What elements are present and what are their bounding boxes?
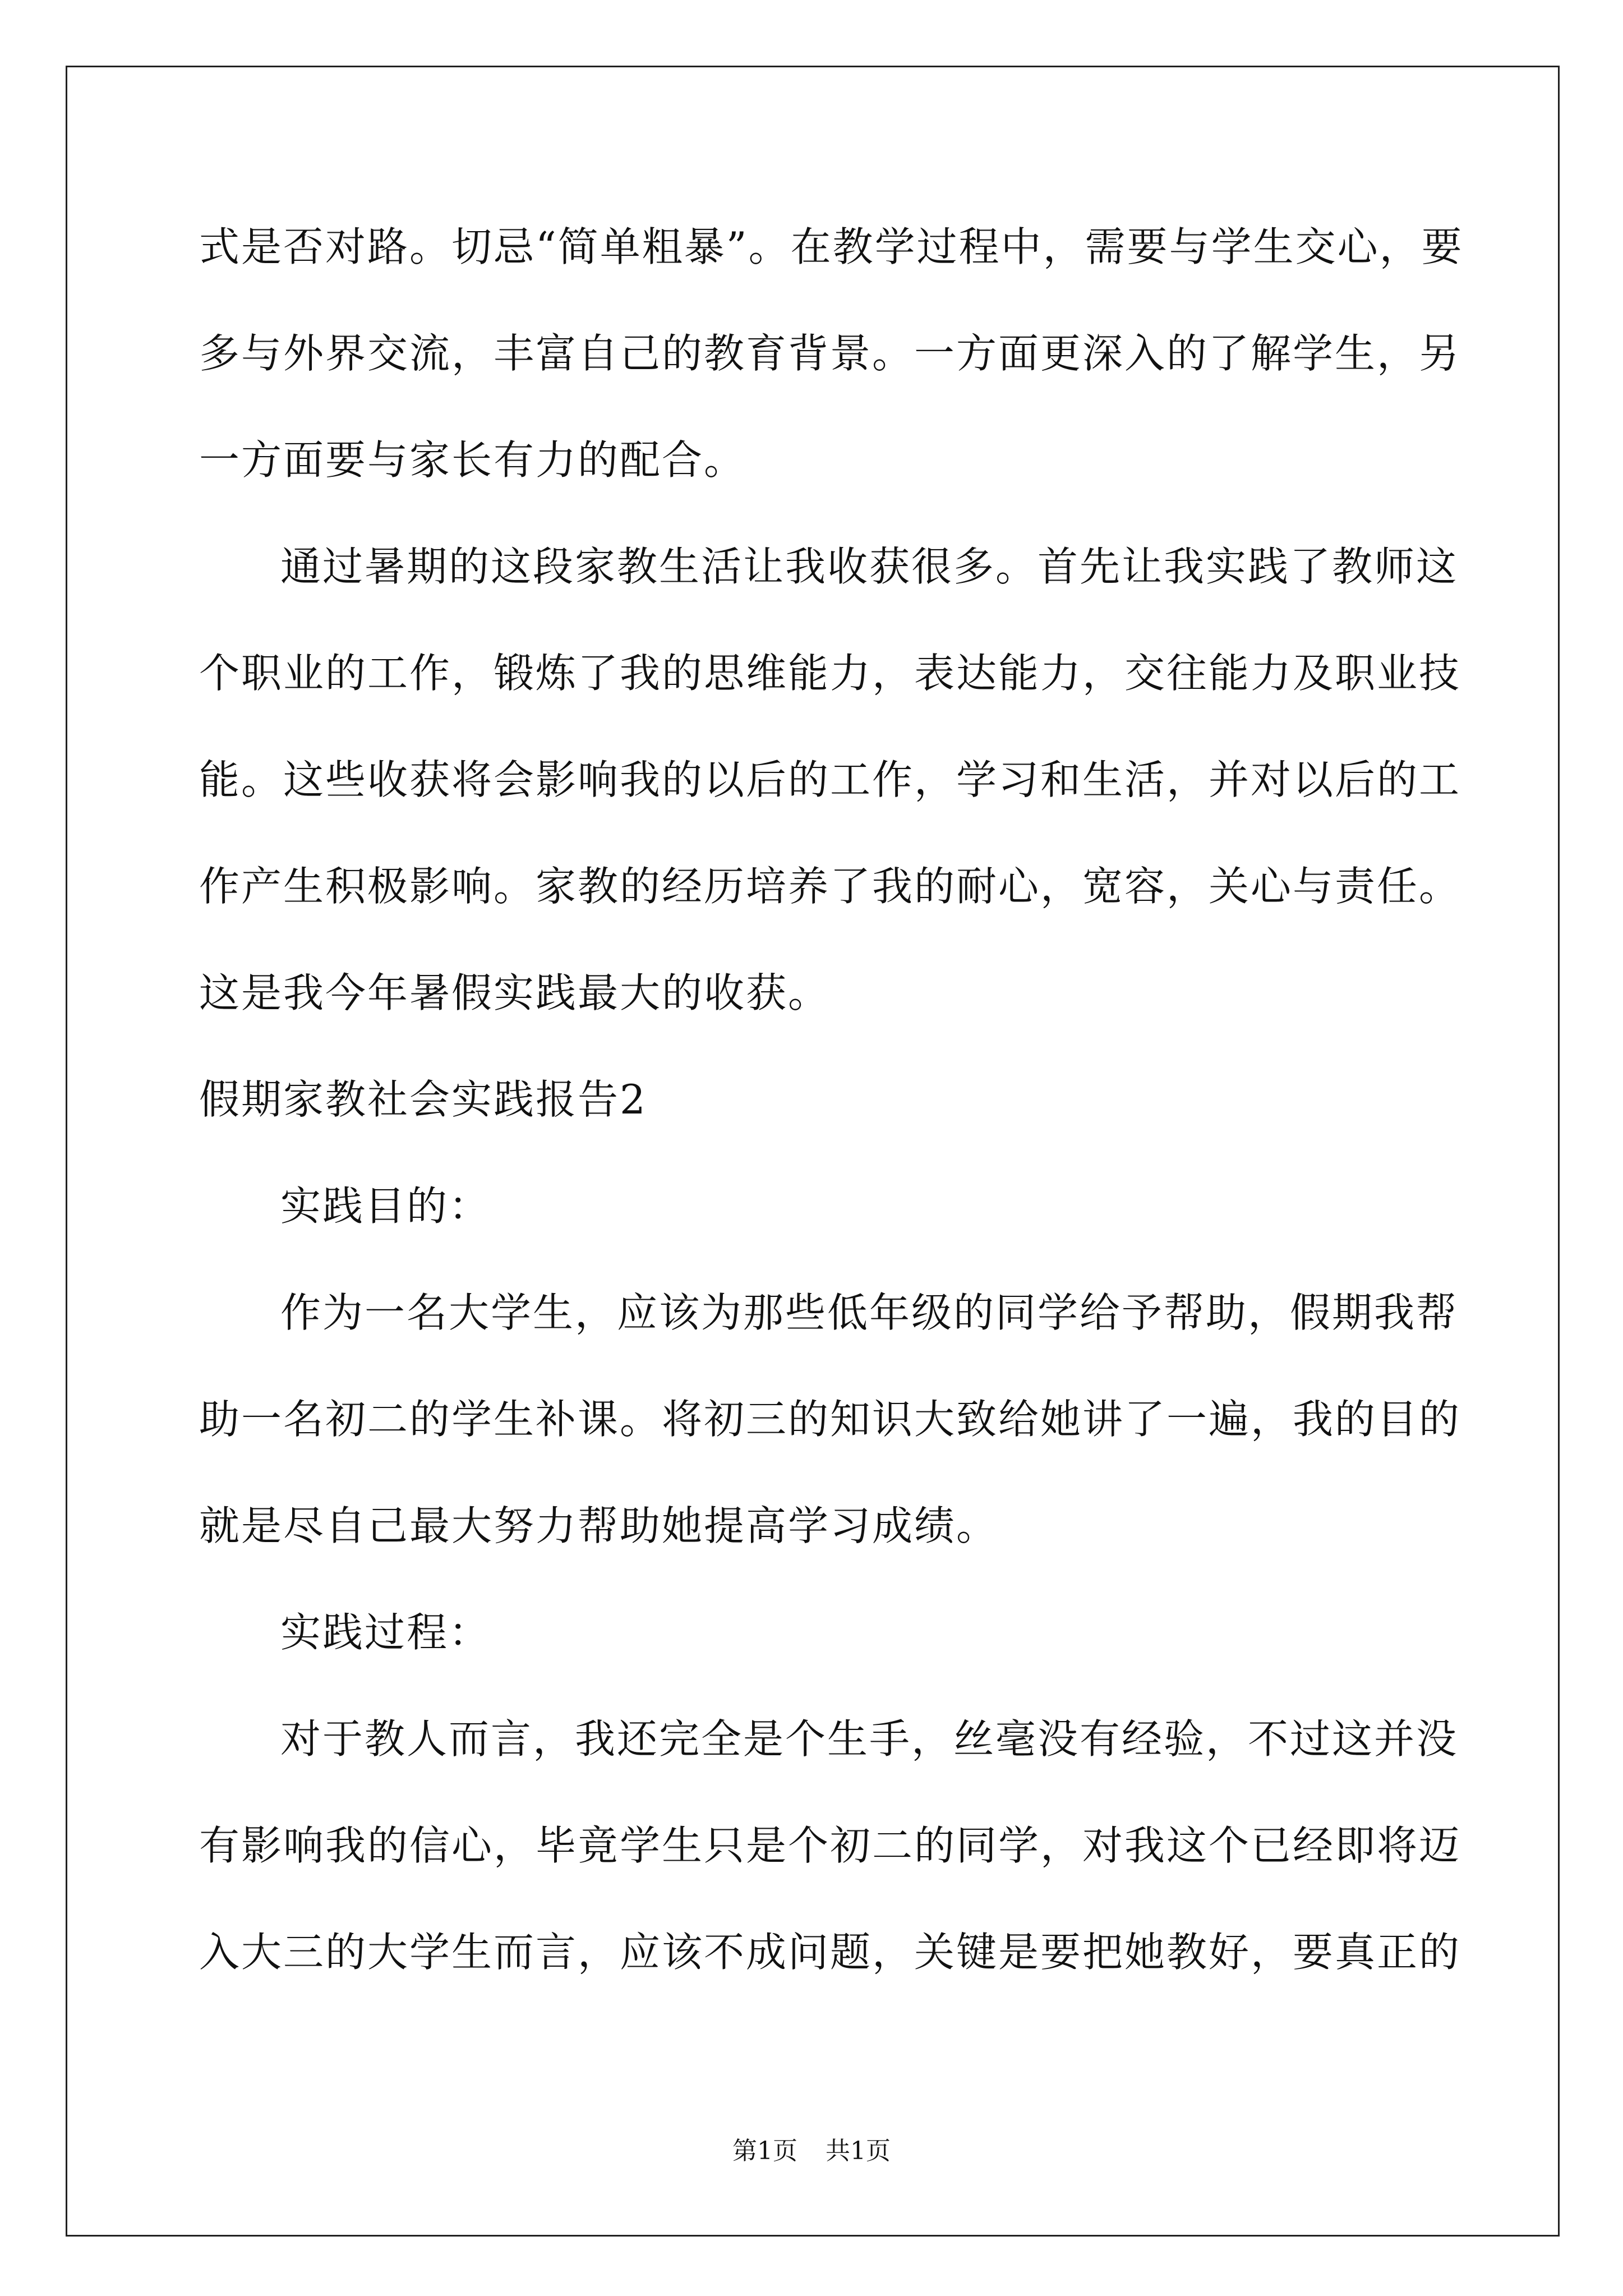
body-line: 多与外界交流，丰富自己的教育背景。一方面更深入的了解学生，另 — [199, 330, 1461, 377]
paragraph-start-line: 通过暑期的这段家教生活让我收获很多。首先让我实践了教师这 — [280, 543, 1459, 590]
page-total: 共1页 — [826, 2137, 891, 2165]
page-border — [66, 66, 1560, 2237]
paragraph-start-line: 作为一名大学生，应该为那些低年级的同学给予帮助，假期我帮 — [280, 1289, 1459, 1336]
body-line: 助一名初二的学生补课。将初三的知识大致给她讲了一遍，我的目的 — [199, 1396, 1461, 1443]
body-line: 就是尽自己最大努力帮助她提高学习成绩。 — [199, 1502, 999, 1549]
body-line: 式是否对路。切忌“简单粗暴”。在教学过程中，需要与学生交心，要 — [199, 223, 1464, 270]
page-number: 第1页 — [732, 2137, 797, 2165]
page-footer — [0, 2134, 1623, 2168]
subheading-purpose: 实践目的： — [280, 1182, 491, 1230]
body-line: 个职业的工作，锻炼了我的思维能力，表达能力，交往能力及职业技 — [199, 650, 1461, 697]
body-line: 入大三的大学生而言，应该不成问题，关键是要把她教好，要真正的 — [199, 1929, 1461, 1976]
body-line: 这是我今年暑假实践最大的收获。 — [199, 969, 831, 1016]
body-line: 一方面要与家长有力的配合。 — [199, 436, 746, 484]
body-line: 有影响我的信心，毕竟学生只是个初二的同学，对我这个已经即将迈 — [199, 1822, 1461, 1869]
body-line: 作产生积极影响。家教的经历培养了我的耐心，宽容，关心与责任。 — [199, 863, 1461, 910]
section-heading: 假期家教社会实践报告2 — [199, 1076, 647, 1123]
subheading-process: 实践过程： — [280, 1609, 491, 1656]
paragraph-start-line: 对于教人而言，我还完全是个生手，丝毫没有经验，不过这并没 — [280, 1715, 1459, 1763]
body-line: 能。这些收获将会影响我的以后的工作，学习和生活，并对以后的工 — [199, 756, 1461, 803]
